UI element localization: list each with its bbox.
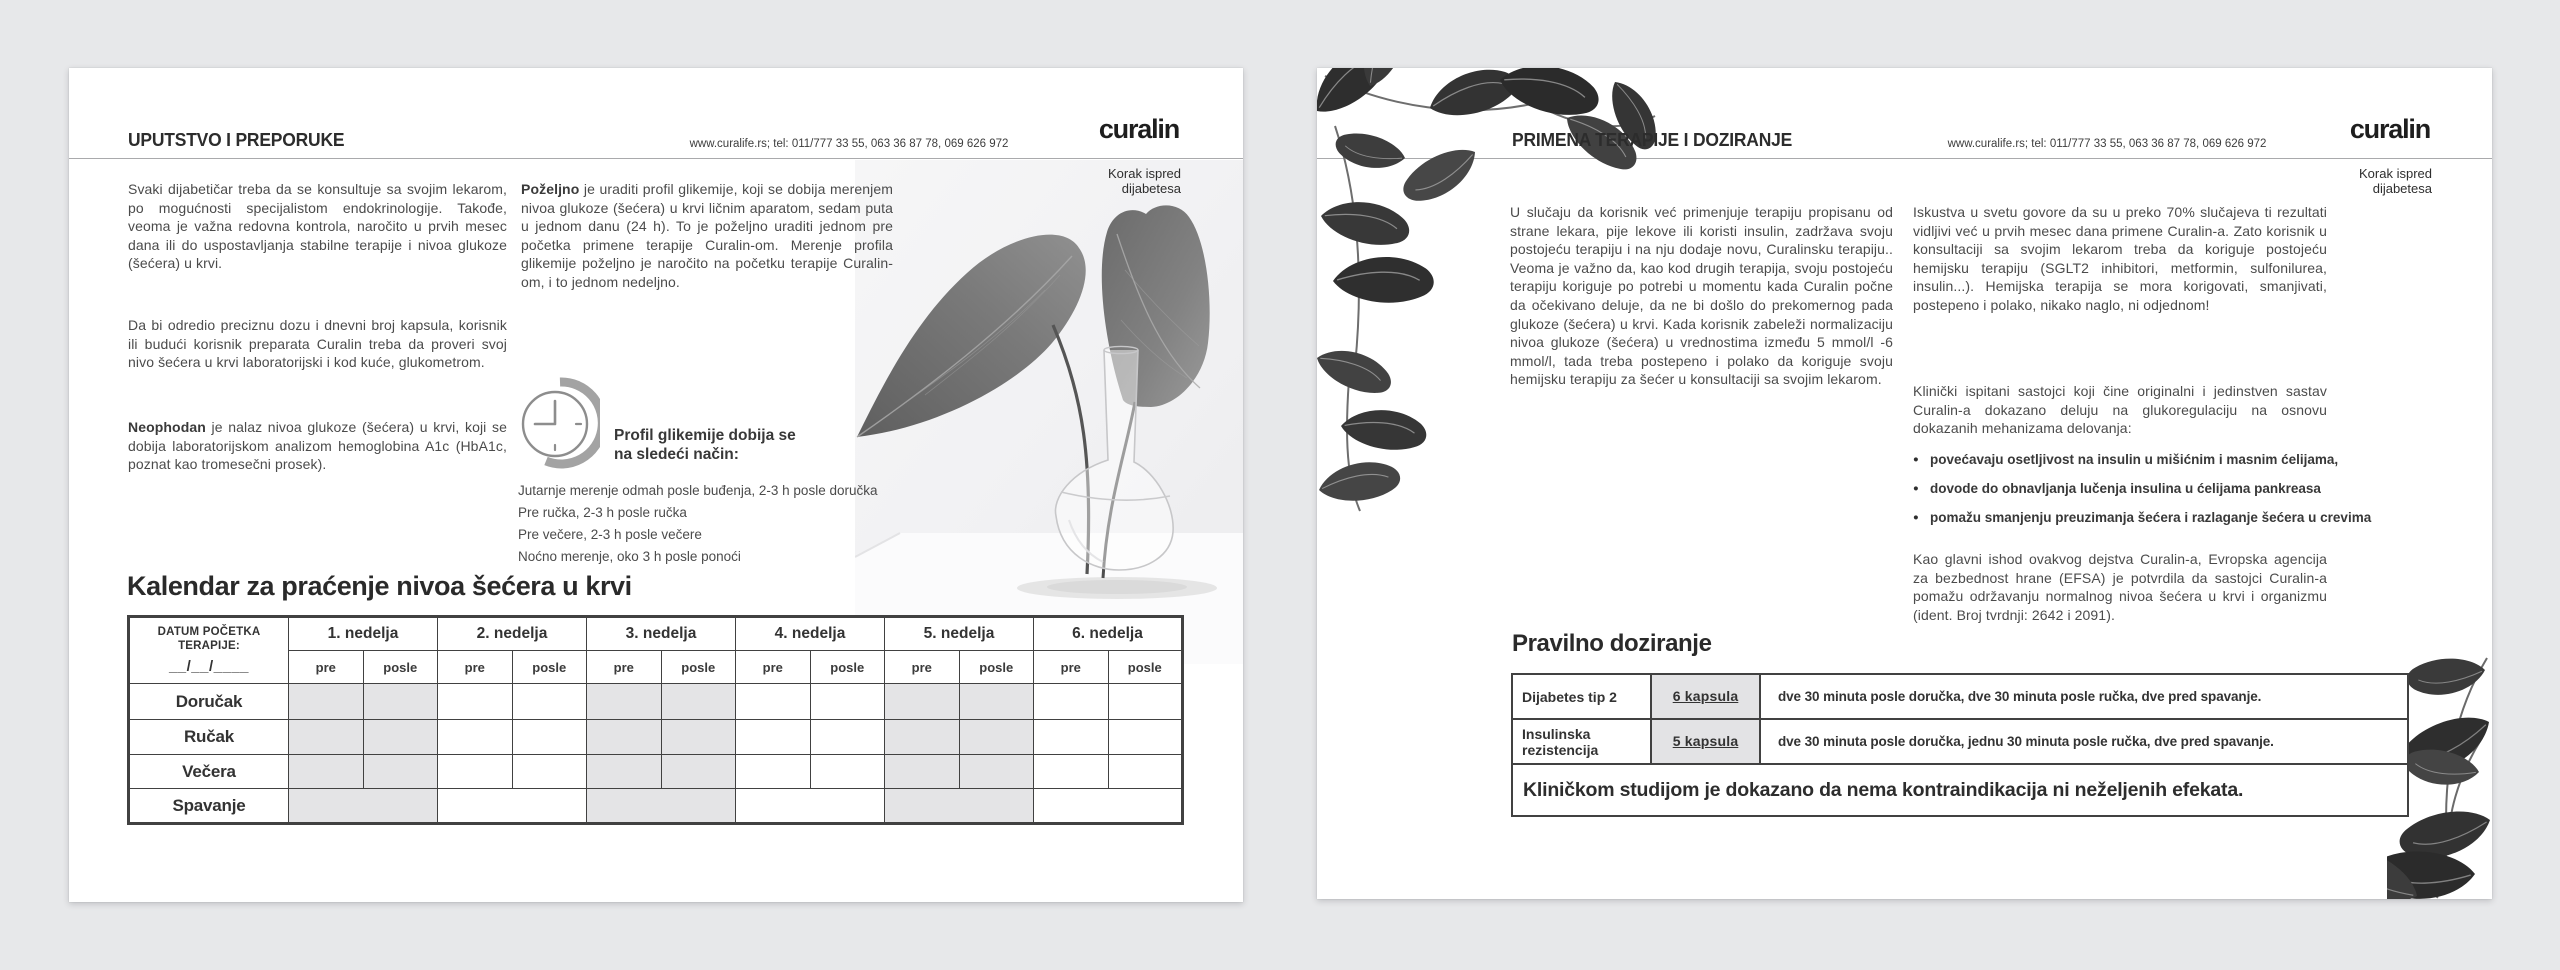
calendar-cell [438,684,513,720]
paragraph-pozeljno-lead: Poželjno [521,181,580,197]
calendar-section-title: Kalendar za praćenje nivoa šećera u krvi [127,571,632,601]
corner-label-line2: TERAPIJE: [178,639,240,652]
page-title: PRIMENA TERAPIJE I DOZIRANJE [1512,130,1793,150]
paragraph-precise-dose: Da bi odredio preciznu dozu i dnevni broj kapsula, korisnik ili budući korisnik preparata Curalin treba da proveri svoj nivo šećera u krvi laboratorijski i kod kuće, glukometrom. [128,317,507,371]
corner-label-line1: DATUM POČETKA [157,626,261,638]
dose-amount-cell [1651,674,1760,719]
measurement-step: Pre ručka, 2-3 h posle ručka [518,505,687,520]
tagline-line1: Korak ispred [1108,166,1181,181]
week-header: 2. nedelja [438,617,587,651]
paragraph-neophodan-lead: Neophodan [128,419,206,435]
pre-header: pre [736,651,811,684]
dose-schedule: dve 30 minuta posle doručka, jednu 30 minuta posle ručka, dve pred spavanje. [1760,719,2408,764]
row-label: Večera [129,755,289,789]
calendar-cell [363,720,438,755]
calendar-cell [885,755,960,789]
posle-header: posle [810,651,885,684]
glycemic-profile-note-line1: Profil glikemije dobija se [614,427,796,444]
paragraph-world-experience: Iskustva u svetu govore da su u preko 70% slučajeva ti rezultati vidljivi već u prvih mesec dana primene Curalin-a. Zato korisnik u konsultaciji sa svojim lekarom treba da koriguje postojeću hemijsku terapiju (SGLT2 inhibitori, metformin, sulfonilurea, insulin...). Hemijska terapija se mora korigovati, smanjivati, postepeno i polako, nikako naglo, ni odjednom! [1913,204,2327,313]
calendar-cell [736,755,811,789]
vase-photo-image [855,160,1243,664]
dosing-section-title: Pravilno doziranje [1512,630,1712,657]
calendar-cell [661,755,736,789]
calendar-row-rucak [129,720,1183,755]
bullet-item: ● dovode do obnavljanja lučenja insulina u ćelijama pankreasa [1913,474,2371,503]
calendar-cell [438,720,513,755]
calendar-cell [959,720,1034,755]
calendar-cell [438,789,587,824]
week-header: 1. nedelja [289,617,438,651]
calendar-cell [512,720,587,755]
tagline-line2: dijabetesa [1121,181,1181,196]
paragraph-pozeljno-rest: je uraditi profil glikemije, koji se dobija merenjem nivoa glukoze (šećera) u krvi ličnim aparatom, sedam puta u jednom danu (24 h). To je poželjno uraditi jednom pre početka primene terapije Curalin-om. Merenje profila glikemije poželjno je naročito na početku terapije Curalin-om, i to jednom nedeljno. [521,181,893,290]
calendar-cell [438,755,513,789]
bullet-item: ● pomažu smanjenju preuzimanja šećera i razlaganje šećera u crevima [1913,503,2371,532]
paragraph-efsa: Kao glavni ishod ovakvog dejstva Curalin-a, Evropska agencija za bezbednost hrane (EFSA) je potvrdila da sastojci Curalin-a pomažu održavanju normalnog nivoa šećera u krvi i organizmu (ident. Broj tvrdnji: 2642 i 2091). [1913,551,2327,623]
contact-line: www.curalife.rs; tel: 011/777 33 55, 063 36 87 78, 069 626 972 [689,138,1009,150]
clock-icon [518,376,600,472]
dose-amount: 5 kapsula [1672,732,1739,749]
page-title: UPUTSTVO I PREPORUKE [128,130,345,150]
calendar-cell [587,684,662,720]
clinical-study-note: Kliničkom studijom je dokazano da nema kontraindikacija ni neželjenih efekata. [1512,764,2408,816]
calendar-cell [736,789,885,824]
pre-header: pre [587,651,662,684]
glucose-calendar-table [127,615,1184,825]
measurement-step: Noćno merenje, oko 3 h posle ponoći [518,549,741,564]
calendar-cell [587,789,736,824]
row-label: Doručak [129,684,289,720]
calendar-cell [959,684,1034,720]
posle-header: posle [1108,651,1183,684]
paragraph-neophodan [128,418,507,474]
calendar-cell [1108,684,1183,720]
calendar-cell [885,684,960,720]
week-header: 3. nedelja [587,617,736,651]
week-header: 6. nedelja [1034,617,1183,651]
calendar-cell [363,684,438,720]
calendar-cell [736,684,811,720]
contact-line: www.curalife.rs; tel: 011/777 33 55, 063 36 87 78, 069 626 972 [1947,138,2267,150]
brand-logo: curalin [2349,114,2430,144]
calendar-cell [1108,755,1183,789]
posle-header: posle [661,651,736,684]
pre-header: pre [289,651,364,684]
dose-amount-cell [1651,719,1760,764]
calendar-cell [587,720,662,755]
calendar-cell [289,789,438,824]
brand-tagline [1108,166,1181,196]
bullet-item: ● povećavaju osetljivost na insulin u mišićnim i masnim ćelijama, [1913,445,2371,474]
tagline-line2: dijabetesa [2372,181,2432,196]
calendar-cell [289,684,364,720]
paragraph-consult-doctor: Svaki dijabetičar treba da se konsultuje sa svojim lekarom, po mogućnosti specijalistom endokrinologije. Takođe, veoma je važna redovna kontrola, naročito u prvih mesec dana ili do uspostavljanja stabilne terapije i nivoa glukoze (šećera) u krvi. [128,181,507,272]
paragraph-clinical-ingredients: Klinički ispitani sastojci koji čine originalni i jedinstven sastav Curalin-a dokazano deluju na glukoregulaciju na osnovu dokazanih mehanizama delovanja: [1913,383,2327,437]
week-header: 4. nedelja [736,617,885,651]
dosing-note-row [1512,764,2408,816]
calendar-row-dorucak [129,684,1183,720]
calendar-cell [1108,720,1183,755]
calendar-cell [1034,755,1109,789]
calendar-cell [1034,684,1109,720]
paragraph-pozeljno [521,180,893,292]
calendar-cell [736,720,811,755]
calendar-cell [661,684,736,720]
calendar-corner-cell [129,617,289,684]
pre-header: pre [885,651,960,684]
calendar-cell [363,755,438,789]
paragraph-neophodan-rest: je nalaz nivoa glukoze (šećera) u krvi, koji se dobija laboratorijskom analizom hemoglobina A1c (HbA1c, poznat kao tromesečni prosek). [128,419,507,473]
header-divider [69,158,1243,159]
glycemic-profile-note [614,426,796,464]
posle-header: posle [363,651,438,684]
calendar-cell [512,684,587,720]
condition-label: Dijabetes tip 2 [1512,674,1651,719]
mechanism-bullet-list [1913,445,2371,532]
calendar-cell [512,755,587,789]
calendar-cell [959,755,1034,789]
calendar-cell [289,720,364,755]
left-page [69,68,1243,902]
calendar-cell [810,720,885,755]
glycemic-profile-note-line2: na sledeći način: [614,446,739,463]
pre-header: pre [1034,651,1109,684]
dose-schedule: dve 30 minuta posle doručka, dve 30 minuta posle ručka, dve pred spavanje. [1760,674,2408,719]
calendar-cell [661,720,736,755]
dosing-table [1511,673,2409,817]
pre-header: pre [438,651,513,684]
calendar-row-vecera [129,755,1183,789]
brand-logo: curalin [1098,114,1179,144]
calendar-cell [810,755,885,789]
calendar-cell [587,755,662,789]
condition-label: Insulinska rezistencija [1512,719,1651,764]
measurement-step: Jutarnje merenje odmah posle buđenja, 2-3 h posle doručka [518,483,878,498]
week-header: 5. nedelja [885,617,1034,651]
measurement-step: Pre večere, 2-3 h posle večere [518,527,702,542]
brand-tagline [2359,166,2432,196]
tagline-line1: Korak ispred [2359,166,2432,181]
posle-header: posle [512,651,587,684]
dose-amount: 6 kapsula [1672,687,1739,704]
calendar-cell [885,720,960,755]
calendar-cell [810,684,885,720]
dosing-row-diabetes [1512,674,2408,719]
date-placeholder: __/__/____ [168,658,250,675]
measurement-steps-list [518,480,877,568]
calendar-cell [885,789,1034,824]
right-page [1317,68,2492,899]
posle-header: posle [959,651,1034,684]
paragraph-existing-therapy: U slučaju da korisnik već primenjuje terapiju propisanu od strane lekara, pije lekove ili koristi insulin, zadržava svoju postojeću terapiju i na nju dodaje novu, Curalinsku terapiju.. Veoma je važno da, kao kod drugih terapija, svoju postojeću terapiju koriguje po potrebi u momentu kada Curalin počne da očekivano deluje, da ne bi došlo do prekomernog pada glukoze (šećera) u krvi. Kada korisnik zabeleži normalizaciju nivoa glukoze (šećera) u vrednostima između 5 mmol/l -6 mmol/l, tada treba postepeno i polako da koriguje svoju hemijsku terapiju za šećer u konsultaciji sa svojim lekarom. [1510,204,1893,388]
calendar-cell [1034,720,1109,755]
dosing-row-insulin-resistance [1512,719,2408,764]
calendar-row-spavanje [129,789,1183,824]
calendar-cell [289,755,364,789]
row-label: Spavanje [129,789,289,824]
calendar-cell [1034,789,1183,824]
row-label: Ručak [129,720,289,755]
